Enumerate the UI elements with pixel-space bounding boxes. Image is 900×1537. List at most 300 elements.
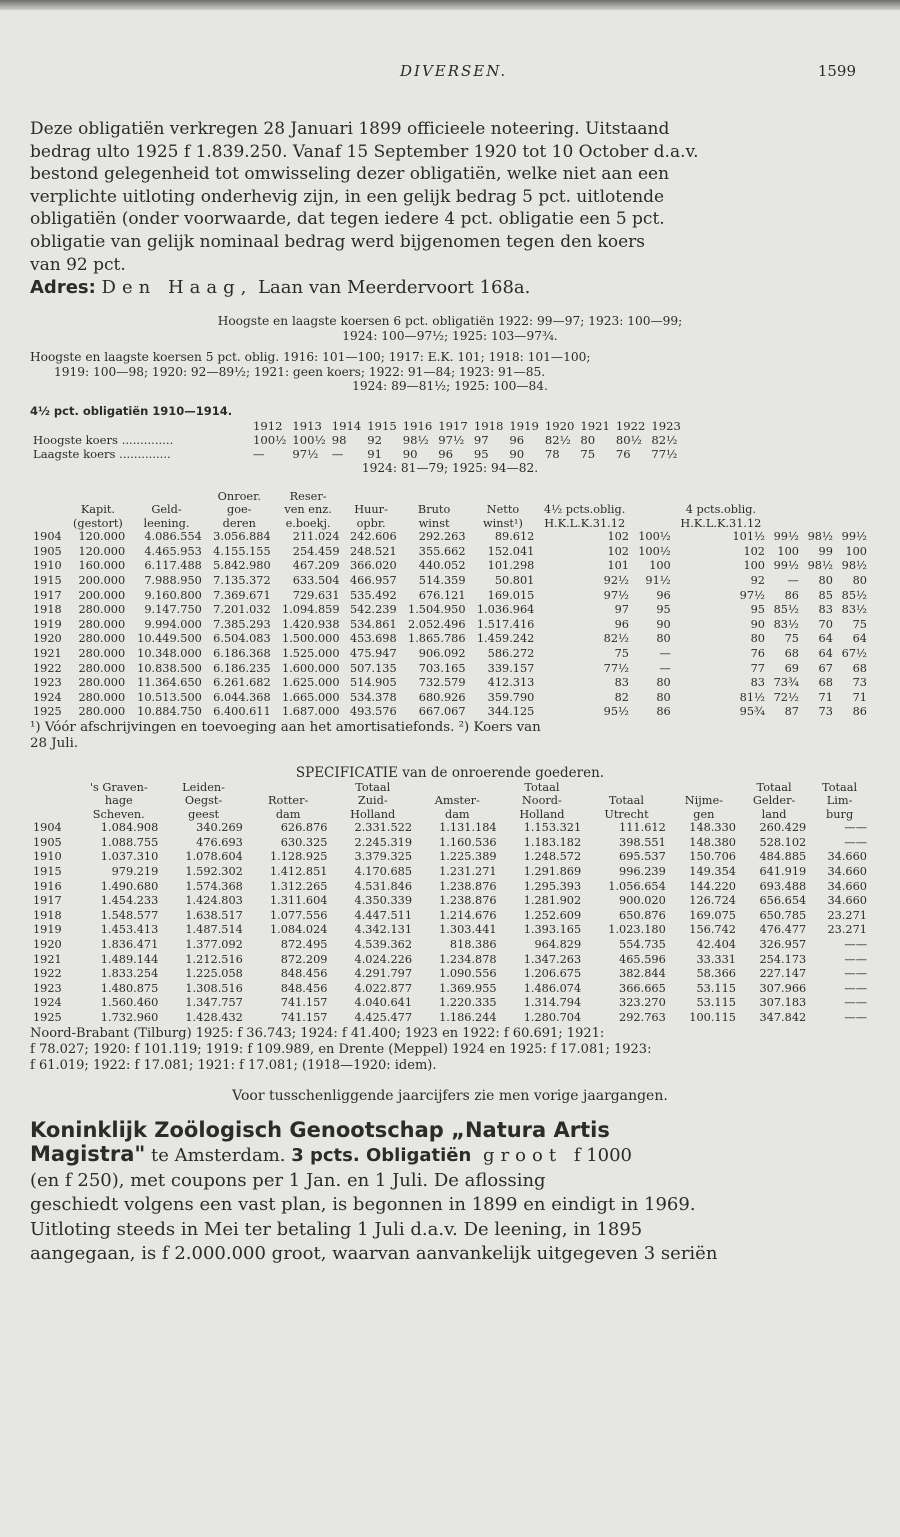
cell: 1.308.516	[185, 981, 243, 995]
cell: 732.579	[418, 676, 466, 690]
cell: 1917	[33, 894, 62, 908]
cell: 514.359	[418, 574, 466, 588]
cell: 1.160.536	[439, 835, 497, 849]
cell: 280.000	[78, 646, 126, 660]
cell: 11.364.650	[137, 676, 202, 690]
cell: 200.000	[78, 588, 126, 602]
note-line: f 61.019; 1922: f 17.081; 1921: f 17.081; (1918—1920: idem).	[30, 1057, 437, 1073]
header-cell: dam	[275, 807, 301, 821]
header-cell: Utrecht	[604, 807, 649, 821]
cell: 1.487.514	[185, 923, 243, 937]
cell: 347.842	[759, 1010, 807, 1024]
cell: 366.665	[619, 981, 666, 995]
year-cell: 1919	[509, 418, 539, 433]
value-cell: 100½	[253, 432, 287, 447]
year-cell: 1917	[438, 418, 468, 433]
value-cell: 98½	[402, 432, 429, 447]
table-row	[30, 705, 870, 720]
cell: 1.291.869	[523, 865, 582, 879]
cell: 1915	[33, 865, 62, 879]
koersen-5pct	[30, 350, 870, 394]
cell: 280.000	[78, 690, 126, 704]
cell: 4.170.685	[354, 865, 413, 879]
header-cell: Totaal	[608, 794, 645, 808]
cell: 96	[656, 588, 671, 602]
header-cell: Amster-	[434, 794, 480, 808]
year-cell: 1922	[615, 418, 646, 433]
value-cell: 96	[438, 446, 454, 461]
cell: 339.157	[487, 661, 535, 675]
header-cell	[128, 490, 205, 504]
cell: 4.447.511	[354, 908, 413, 922]
cell: 1.500.000	[282, 632, 340, 646]
cell: 4.024.226	[354, 952, 413, 966]
header-cell: deren	[222, 516, 256, 530]
cell: 1.252.609	[523, 908, 582, 922]
header-cell: Totaal	[822, 780, 858, 794]
cell: 1.486.074	[523, 981, 582, 995]
cell: 227.147	[759, 967, 807, 981]
value-cell: 80	[580, 432, 596, 447]
cell: 64	[852, 632, 867, 646]
koersen-line: 1924: 89—81½; 1925: 100—84.	[352, 379, 548, 394]
cell: 9.160.800	[144, 588, 202, 602]
value-cell: 97½	[438, 432, 465, 447]
address-line	[30, 276, 870, 300]
header-cell	[584, 781, 669, 795]
cell: 152.041	[487, 544, 535, 558]
cell: 695.537	[619, 850, 666, 864]
cell: 1.153.321	[523, 821, 582, 835]
cell: 4.531.846	[354, 879, 413, 893]
cell: 1.225.058	[185, 967, 243, 981]
cell: 23.271	[827, 908, 867, 922]
header-cell: Leiden-	[182, 780, 225, 794]
cell: 100	[743, 559, 765, 573]
cell: 73	[818, 705, 833, 719]
cell: 630.325	[280, 835, 328, 849]
cell: 34.660	[827, 850, 867, 864]
header-cell: 4½ pcts.oblig.	[544, 503, 626, 517]
footnote-line: ¹) Vóór afschrijvingen en toevoeging aan het amortisatiefonds. ²) Koers van	[30, 719, 541, 735]
cell: 729.631	[292, 588, 340, 602]
cell: 5.842.980	[213, 559, 271, 573]
cell: 1919	[33, 617, 62, 631]
table-row	[30, 447, 684, 461]
cell: ——	[844, 996, 867, 1010]
year-cell: 1915	[367, 418, 397, 433]
natura-line: aangegaan, is f 2.000.000 groot, waarvan aanvankelijk uitgegeven 3 seriën	[30, 1243, 718, 1265]
cell: 77	[750, 661, 765, 675]
cell: 97	[614, 603, 629, 617]
header-row	[30, 490, 870, 504]
cell: 254.459	[292, 544, 340, 558]
cell: 68	[818, 676, 833, 690]
cell: 1916	[33, 879, 62, 893]
cell: 53.115	[696, 996, 736, 1010]
cell: 211.024	[292, 530, 340, 544]
cell: 1920	[33, 938, 62, 951]
cell: 964.829	[534, 938, 582, 951]
cell: ——	[844, 967, 867, 981]
cell: 10.838.500	[137, 661, 202, 675]
cell: 169.075	[689, 908, 736, 922]
cell: 1.574.368	[185, 879, 243, 893]
cell: 4.539.362	[354, 938, 413, 951]
cell: 34.660	[827, 879, 867, 893]
header-cell	[674, 490, 768, 504]
value-cell: 96	[509, 432, 525, 447]
cell: 10.884.750	[137, 705, 202, 719]
cell: 4.155.155	[213, 544, 271, 558]
header-cell	[68, 490, 129, 504]
cell: 4.022.877	[354, 981, 413, 995]
cell: 71	[852, 690, 867, 704]
cell: 1.377.092	[185, 938, 243, 951]
cell: 95	[656, 603, 671, 617]
natura-name-line: Koninklijk Zoölogisch Genootschap „Natura Artis	[30, 1117, 610, 1142]
value-cell: 95	[473, 446, 489, 461]
value-cell: 82½	[651, 432, 678, 447]
cell: 7.135.372	[213, 574, 271, 588]
cell: 100	[649, 559, 671, 573]
cell: 1.281.902	[523, 894, 582, 908]
cell: 1.206.675	[523, 967, 582, 981]
cell: 355.662	[418, 544, 466, 558]
cell: 1919	[33, 923, 62, 937]
cell: 98½	[807, 530, 833, 544]
spec-table	[30, 781, 870, 1026]
cell: 99½	[773, 530, 799, 544]
cell: 1.459.242	[476, 632, 535, 646]
cell: 1.238.876	[439, 894, 497, 908]
header-cell: burg	[826, 807, 854, 821]
cell: 1918	[33, 603, 62, 617]
cell: 1.234.878	[439, 952, 497, 966]
year-cell: 1918	[473, 418, 504, 433]
cell: 100.115	[689, 1010, 736, 1024]
header-cell: H.K.L.K.31.12	[544, 516, 626, 530]
cell: 1.131.184	[439, 821, 497, 835]
cell: 1904	[33, 530, 62, 544]
value-cell: 91	[367, 446, 383, 461]
cell: 89.612	[494, 530, 535, 544]
cell: 650.785	[759, 908, 807, 922]
cell: 92½	[603, 574, 629, 588]
cell: 58.366	[696, 967, 736, 981]
cell: 1.638.517	[185, 908, 243, 922]
cell: 4.086.554	[144, 530, 202, 544]
cell: 99	[818, 544, 833, 558]
cell: 1921	[33, 646, 62, 660]
cell: 1.453.413	[100, 923, 159, 937]
cell: 650.876	[619, 908, 666, 922]
cell: 87	[784, 705, 799, 719]
cell: 148.330	[689, 821, 736, 835]
year-cell: 1921	[580, 418, 610, 433]
cell: 90	[656, 617, 671, 631]
table-row	[30, 850, 870, 865]
table-row	[30, 647, 870, 662]
cell: 169.015	[487, 588, 535, 602]
intro-line: obligatiën (onder voorwaarde, dat tegen iedere 4 pct. obligatie een 5 pct.	[30, 209, 665, 230]
natura-line: (en f 250), met coupons per 1 Jan. en 1 Juli. De aflossing	[30, 1169, 546, 1191]
natura-name-cont: Magistra"	[30, 1142, 146, 1167]
header-cell: Huur-	[354, 503, 388, 517]
header-cell: Netto	[486, 503, 520, 517]
header-row	[30, 517, 870, 531]
cell: —	[787, 574, 799, 588]
cell: 7.369.671	[213, 588, 271, 602]
cell: 1.490.680	[100, 879, 159, 893]
header-cell: Gelder-	[752, 794, 796, 808]
cell: 95½	[603, 705, 629, 719]
cell: 1.231.271	[439, 865, 497, 879]
cell: 77½	[603, 661, 629, 675]
cell: ——	[844, 938, 867, 951]
cell: 1.665.000	[282, 690, 340, 704]
running-head	[30, 62, 870, 88]
cell: 254.173	[759, 952, 807, 966]
intro-line: bedrag ulto 1925 f 1.839.250. Vanaf 15 September 1920 tot 10 October d.a.v.	[30, 141, 699, 162]
cell: 82½	[603, 632, 629, 646]
header-cell: Kapit.	[80, 503, 115, 517]
cell: 1.238.876	[439, 879, 497, 893]
header-cell	[343, 490, 400, 504]
cell: 1.037.310	[100, 850, 159, 864]
cell: 64	[818, 646, 833, 660]
cell: 4.350.339	[354, 894, 413, 908]
value-cell: 90	[509, 446, 525, 461]
cell: 1.023.180	[608, 923, 666, 937]
header-cell: Reser-	[289, 489, 327, 503]
cell: 1904	[33, 821, 62, 835]
cell: 80	[656, 676, 671, 690]
cell: 4.465.953	[144, 544, 202, 558]
cell: 680.926	[418, 690, 466, 704]
spec-title: SPECIFICATIE van de onroerende goederen.	[295, 764, 605, 781]
cell: 292.263	[418, 530, 466, 544]
header-cell: dam	[444, 807, 470, 821]
cell: 83	[818, 603, 833, 617]
value-cell: 77½	[651, 446, 678, 461]
cell: ——	[844, 1010, 867, 1024]
cell: 1.454.233	[100, 894, 159, 908]
natura-artis-paragraph	[30, 1118, 870, 1267]
cell: 1.833.254	[100, 967, 159, 981]
cell: 82	[614, 690, 629, 704]
cell: 6.400.611	[213, 705, 271, 719]
header-cell: Totaal	[524, 780, 560, 794]
cell: 676.121	[418, 588, 466, 602]
cell: 280.000	[78, 705, 126, 719]
header-cell	[415, 781, 500, 795]
cell: 1.312.265	[269, 879, 328, 893]
cell: 1925	[33, 705, 62, 719]
koersen-line: Hoogste en laagste koersen 5 pct. oblig. 1916: 101—100; 1917: E.K. 101; 1918: 101—100;	[30, 349, 591, 364]
cell: 83½	[841, 603, 867, 617]
table-row	[30, 982, 870, 997]
cell: 667.067	[418, 705, 466, 719]
table-row	[30, 894, 870, 909]
natura-line	[30, 1142, 870, 1169]
cell: 1920	[33, 632, 62, 646]
year-cell: 1914	[331, 418, 362, 433]
header-cell: Lim-	[826, 794, 853, 808]
cell: 1.420.938	[282, 617, 340, 631]
header-cell: land	[761, 807, 787, 821]
table-row	[30, 603, 870, 618]
cell: 91½	[645, 574, 671, 588]
header-cell: Totaal	[355, 780, 391, 794]
cell: 280.000	[78, 661, 126, 675]
cell: 1.525.000	[282, 646, 340, 660]
cell: 848.456	[280, 981, 328, 995]
year-cell: 1913	[292, 418, 322, 433]
cell: 98½	[807, 559, 833, 573]
cell: 344.125	[487, 705, 535, 719]
cell: 69	[784, 661, 799, 675]
cell: 4.342.131	[354, 923, 413, 937]
cell: 101.298	[487, 559, 535, 573]
cell: 280.000	[78, 603, 126, 617]
cell: 2.331.522	[354, 821, 413, 835]
cell: 1.214.676	[439, 908, 497, 922]
table-row	[30, 967, 870, 982]
cell: 1921	[33, 952, 62, 966]
cell: 359.790	[487, 690, 535, 704]
cell: 81½	[739, 690, 765, 704]
cell: 73	[852, 676, 867, 690]
cell: 7.385.293	[213, 617, 271, 631]
cell: ——	[844, 821, 867, 835]
address-city: Den Haag,	[101, 277, 253, 299]
header-row	[30, 808, 870, 822]
value-cell: 97½	[292, 446, 319, 461]
header-cell: goe-	[226, 503, 252, 517]
cell: 280.000	[78, 676, 126, 690]
cell: 326.957	[759, 938, 807, 951]
cell: 100	[845, 544, 867, 558]
header-cell: Holland	[519, 807, 565, 821]
table-row	[30, 821, 870, 836]
cell: 467.209	[292, 559, 340, 573]
cell: 703.165	[418, 661, 466, 675]
cell: 1922	[33, 967, 62, 981]
cell: 741.157	[280, 996, 328, 1010]
cell: 1905	[33, 835, 62, 849]
intro-line: obligatie van gelijk nominaal bedrag werd bijgenomen tegen den koers	[30, 231, 646, 252]
header-cell	[30, 490, 68, 504]
cell: 72½	[773, 690, 799, 704]
table-row	[30, 996, 870, 1011]
header-cell: H.K.L.K.31.12	[680, 516, 762, 530]
koersen-line: Hoogste en laagste koersen 6 pct. obligatiën 1922: 99—97; 1923: 100—99;	[217, 314, 683, 329]
cell: 848.456	[280, 967, 328, 981]
table-row	[30, 559, 870, 574]
value-cell: 98	[331, 432, 347, 447]
header-cell: gen	[693, 807, 715, 821]
cell: 535.492	[349, 588, 397, 602]
cell: 872.495	[280, 938, 328, 951]
cell: 1924	[33, 996, 62, 1010]
cell: 1.314.794	[523, 996, 582, 1010]
cell: 633.504	[292, 574, 340, 588]
cell: 67½	[841, 646, 867, 660]
obl45-table	[30, 419, 684, 461]
table-row	[30, 909, 870, 924]
cell: 1910	[33, 850, 62, 864]
cell: 83	[750, 676, 765, 690]
header-row	[30, 794, 870, 808]
cell: 6.044.368	[213, 690, 271, 704]
table-row	[30, 938, 870, 953]
cell: 693.488	[759, 879, 807, 893]
cell: 75	[614, 646, 629, 660]
cell: 1915	[33, 574, 62, 588]
note-line: Noord-Brabant (Tilburg) 1925: f 36.743; 1924: f 41.400; 1923 en 1922: f 60.691; 1921:	[30, 1025, 605, 1041]
running-title: DIVERSEN.	[400, 62, 508, 80]
table-row	[30, 530, 870, 545]
cell: 7.201.032	[213, 603, 271, 617]
cell: 248.521	[349, 544, 397, 558]
value-cell: 100½	[292, 432, 326, 447]
cell: 70	[818, 617, 833, 631]
cell: 86	[784, 588, 799, 602]
cell: 85½	[773, 603, 799, 617]
cell: 95	[750, 603, 765, 617]
cell: 71	[818, 690, 833, 704]
cell: ——	[844, 835, 867, 849]
cell: 900.020	[619, 894, 666, 908]
cell: 64	[818, 632, 833, 646]
cell: 111.612	[619, 821, 666, 835]
cell: 96	[614, 617, 629, 631]
intro-line: van 92 pct.	[30, 254, 126, 275]
cell: 1.393.165	[523, 923, 582, 937]
cell: 102	[743, 544, 765, 558]
cell: 126.724	[689, 894, 736, 908]
cell: 6.186.235	[213, 661, 271, 675]
cell: 1.084.908	[100, 821, 159, 835]
cell: 1.592.302	[185, 865, 243, 879]
cell: 7.988.950	[144, 574, 202, 588]
cell: 160.000	[78, 559, 126, 573]
footnote-line: 28 Juli.	[30, 735, 79, 751]
header-cell: Totaal	[756, 780, 792, 794]
table-row	[30, 419, 684, 433]
cell: 412.313	[487, 676, 535, 690]
cell: 33.331	[696, 952, 736, 966]
cell: 1925	[33, 1010, 62, 1024]
cell: 1.865.786	[408, 632, 466, 646]
cell: 97½	[739, 588, 765, 602]
header-cell: hage	[104, 794, 133, 808]
cell: 1.303.441	[439, 923, 497, 937]
cell: 80	[852, 574, 867, 588]
table-row	[30, 618, 870, 633]
cell: ——	[844, 981, 867, 995]
cell: 979.219	[111, 865, 159, 879]
cell: 534.861	[349, 617, 397, 631]
table-row	[30, 923, 870, 938]
cell: 75	[852, 617, 867, 631]
cell: 1.036.964	[476, 603, 535, 617]
natura-line: geschiedt volgens een vast plan, is begonnen in 1899 en eindigt in 1969.	[30, 1194, 696, 1216]
header-cell: Geld-	[151, 503, 182, 517]
cell: 2.052.496	[408, 617, 466, 631]
cell: 493.576	[349, 705, 397, 719]
